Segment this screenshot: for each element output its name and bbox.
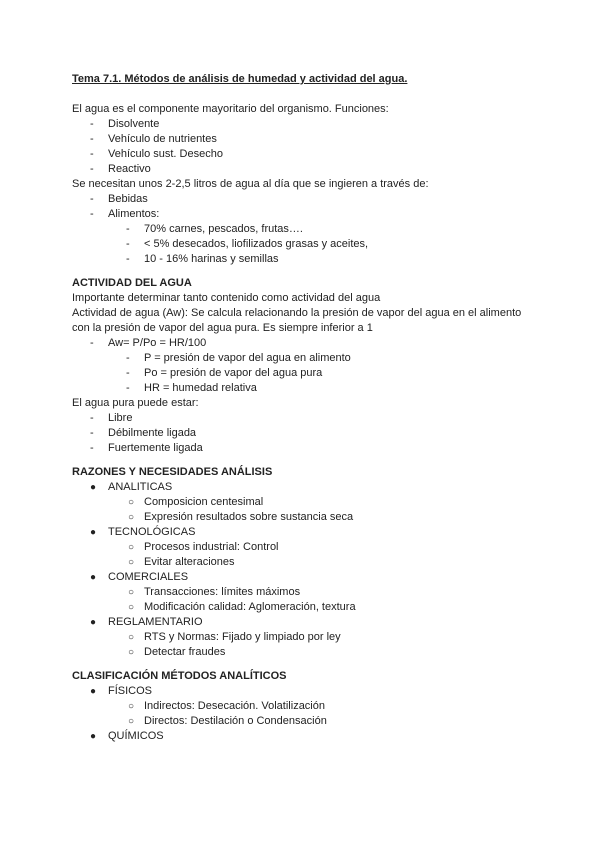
dash-marker: - (90, 337, 94, 349)
list-subitem-metodo: ○ Indirectos: Desecación. Volatilización (128, 700, 325, 712)
list-subitem-razon: ○ Composicion centesimal (128, 496, 264, 508)
list-item-razon: ● TECNOLÓGICAS (90, 526, 196, 538)
list-item-formula: - Aw= P/Po = HR/100 (90, 337, 207, 349)
list-subitem-razon: ○ Evitar alteraciones (128, 556, 235, 568)
list-subitem-razon: ○ Expresión resultados sobre sustancia seca (128, 511, 354, 523)
list-subitem-alimento: - 70% carnes, pescados, frutas…. (126, 223, 303, 235)
list-subitem-variable: - P = presión de vapor del agua en alimento (126, 352, 351, 364)
circle-marker: ○ (128, 647, 135, 658)
list-subitem-alimento: - < 5% desecados, liofilizados grasas y aceites, (126, 238, 369, 250)
document-page (72, 72, 542, 744)
circle-marker: ○ (128, 497, 135, 508)
dash-marker: - (90, 133, 94, 145)
list-item-bebidas: - Bebidas (90, 193, 148, 205)
list-subitem-variable: - HR = humedad relativa (126, 382, 257, 394)
dash-marker: - (126, 253, 130, 265)
list-item-funcion: - Disolvente (90, 118, 160, 130)
list-item-funcion: - Vehículo de nutrientes (90, 133, 217, 145)
list-subitem-razon: ○ Detectar fraudes (128, 646, 226, 658)
section-heading-actividad: ACTIVIDAD DEL AGUA (72, 277, 192, 289)
circle-marker: ○ (128, 587, 135, 598)
list-item-razon: ● ANALITICAS (90, 481, 173, 493)
dash-marker: - (126, 238, 130, 250)
bullet-marker: ● (90, 572, 97, 583)
dash-marker: - (126, 382, 130, 394)
circle-marker: ○ (128, 542, 135, 553)
section-heading-razones: RAZONES Y NECESIDADES ANÁLISIS (72, 466, 273, 478)
bullet-marker: ● (90, 527, 97, 538)
list-item-funcion: - Vehículo sust. Desecho (90, 148, 223, 160)
dash-marker: - (126, 223, 130, 235)
list-item-razon: ● REGLAMENTARIO (90, 616, 203, 628)
dash-marker: - (90, 442, 94, 454)
estados-paragraph: El agua pura puede estar: (72, 397, 199, 409)
circle-marker: ○ (128, 602, 135, 613)
list-item-razon: ● COMERCIALES (90, 571, 189, 583)
list-item-funcion: - Reactivo (90, 163, 151, 175)
list-subitem-razon: ○ Modificación calidad: Aglomeración, textura (128, 601, 356, 613)
dash-marker: - (90, 193, 94, 205)
actividad-paragraph: Importante determinar tanto contenido como actividad del agua (72, 292, 381, 304)
bullet-marker: ● (90, 617, 97, 628)
list-item-alimentos: - Alimentos: (90, 208, 160, 220)
dash-marker: - (90, 412, 94, 424)
list-subitem-razon: ○ Transacciones: límites máximos (128, 586, 301, 598)
section-heading-clasificacion: CLASIFICACIÓN MÉTODOS ANALÍTICOS (72, 670, 287, 682)
actividad-paragraph: Actividad de agua (Aw): Se calcula relacionando la presión de vapor del agua en el alimento (72, 307, 522, 319)
litros-paragraph: Se necesitan unos 2-2,5 litros de agua al día que se ingieren a través de: (72, 178, 429, 190)
dash-marker: - (90, 148, 94, 160)
circle-marker: ○ (128, 512, 135, 523)
dash-marker: - (90, 163, 94, 175)
list-subitem-metodo: ○ Directos: Destilación o Condensación (128, 715, 327, 727)
circle-marker: ○ (128, 716, 135, 727)
list-item-metodo: ● QUÍMICOS (90, 730, 164, 742)
list-subitem-razon: ○ RTS y Normas: Fijado y limpiado por ley (128, 631, 341, 643)
list-item-estado: - Débilmente ligada (90, 427, 197, 439)
circle-marker: ○ (128, 701, 135, 712)
circle-marker: ○ (128, 632, 135, 643)
list-item-estado: - Fuertemente ligada (90, 442, 203, 454)
list-subitem-variable: - Po = presión de vapor del agua pura (126, 367, 323, 379)
list-subitem-alimento: - 10 - 16% harinas y semillas (126, 253, 279, 265)
dash-marker: - (126, 352, 130, 364)
dash-marker: - (90, 118, 94, 130)
dash-marker: - (126, 367, 130, 379)
circle-marker: ○ (128, 557, 135, 568)
actividad-paragraph: con la presión de vapor del agua pura. Es siempre inferior a 1 (72, 322, 373, 334)
dash-marker: - (90, 427, 94, 439)
list-subitem-razon: ○ Procesos industrial: Control (128, 541, 279, 553)
dash-marker: - (90, 208, 94, 220)
list-item-estado: - Libre (90, 412, 133, 424)
bullet-marker: ● (90, 686, 97, 697)
bullet-marker: ● (90, 482, 97, 493)
document-title: Tema 7.1. Métodos de análisis de humedad y actividad del agua. (72, 73, 408, 85)
intro-paragraph: El agua es el componente mayoritario del organismo. Funciones: (72, 103, 389, 115)
list-item-metodo: ● FÍSICOS (90, 685, 153, 697)
bullet-marker: ● (90, 731, 97, 742)
